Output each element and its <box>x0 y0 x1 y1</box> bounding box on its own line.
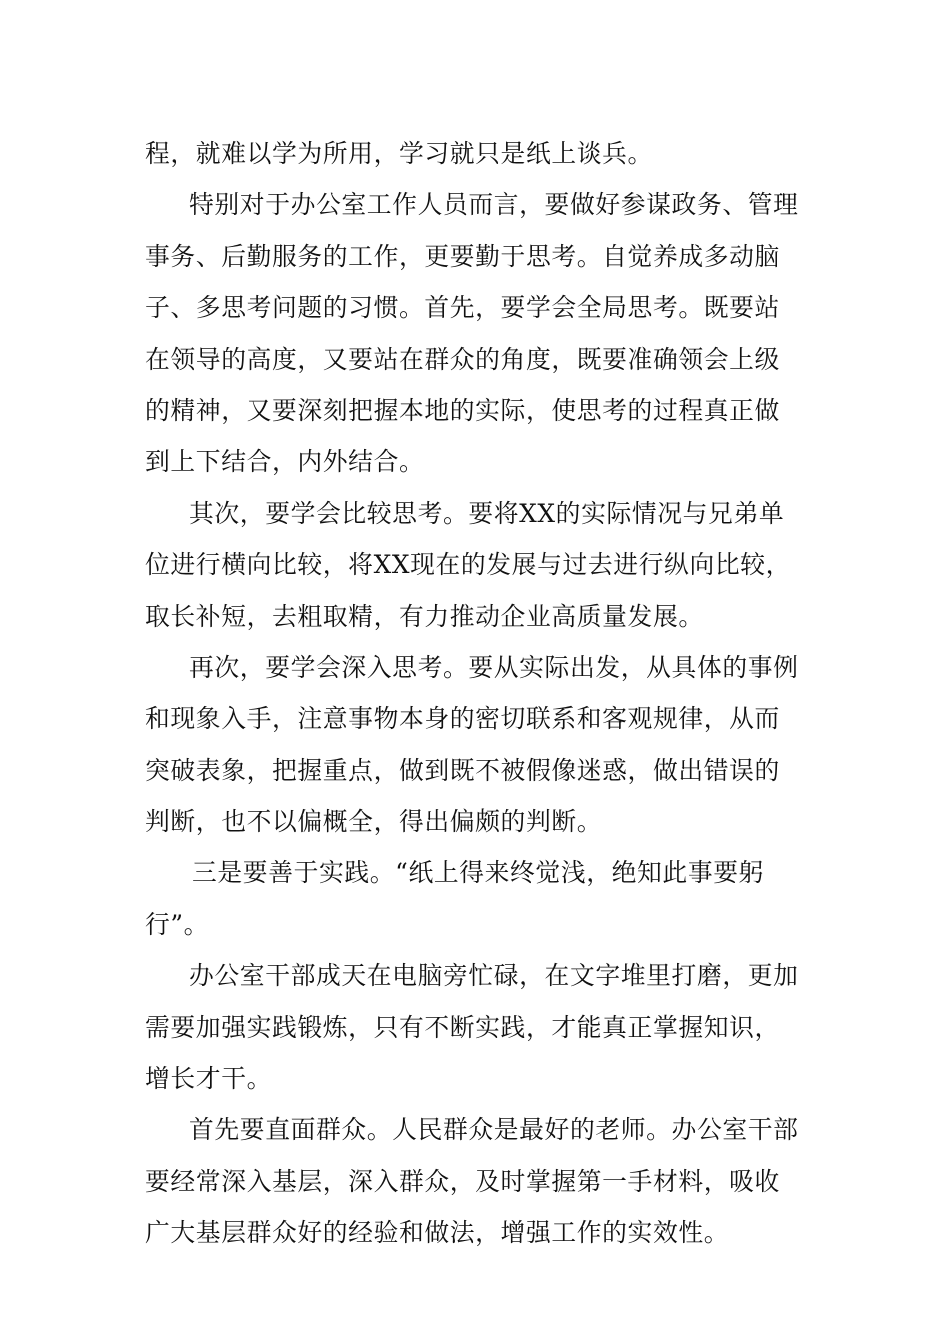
text-line: 要经常深入基层，深入群众，及时掌握第一手材料，吸收 <box>145 1166 780 1196</box>
section-heading-line: 三是要善于实践。“纸上得来终觉浅，绝知此事要躬 <box>192 858 765 888</box>
paragraph-start-line: 再次，要学会深入思考。要从实际出发，从具体的事例 <box>189 652 799 682</box>
text-line: 行”。 <box>145 909 210 939</box>
text-line: 需要加强实践锻炼，只有不断实践，才能真正掌握知识， <box>145 1012 780 1042</box>
text-line: 程，就难以学为所用，学习就只是纸上谈兵。 <box>145 139 653 168</box>
text-line: 的精神，又要深刻把握本地的实际，使思考的过程真正做 <box>145 395 780 425</box>
text-line: 到上下结合，内外结合。 <box>145 447 425 477</box>
text-line: 广大基层群众好的经验和做法，增强工作的实效性。 <box>145 1218 730 1248</box>
paragraph-start-line: 其次，要学会比较思考。要将XX的实际情况与兄弟单 <box>189 498 785 528</box>
text-line: 事务、后勤服务的工作，更要勤于思考。自觉养成多动脑 <box>145 241 780 271</box>
paragraph-start-line: 办公室干部成天在电脑旁忙碌，在文字堆里打磨，更加 <box>189 961 799 991</box>
text-line: 突破表象，把握重点，做到既不被假像迷惑，做出错误的 <box>145 755 780 785</box>
text-line: 判断，也不以偏概全，得出偏颇的判断。 <box>145 807 603 837</box>
text-line: 子、多思考问题的习惯。首先，要学会全局思考。既要站 <box>145 293 780 323</box>
text-line: 在领导的高度，又要站在群众的角度，既要准确领会上级 <box>145 344 780 374</box>
text-line: 取长补短，去粗取精，有力推动企业高质量发展。 <box>145 601 704 631</box>
text-line: 位进行横向比较，将XX现在的发展与过去进行纵向比较， <box>145 550 792 580</box>
paragraph-start-line: 特别对于办公室工作人员而言，要做好参谋政务、管理 <box>189 190 799 220</box>
text-line: 增长才干。 <box>145 1064 272 1094</box>
body-text <box>145 128 807 1259</box>
paragraph-start-line: 首先要直面群众。人民群众是最好的老师。办公室干部 <box>189 1115 799 1145</box>
text-line: 和现象入手，注意事物本身的密切联系和客观规律，从而 <box>145 704 780 734</box>
